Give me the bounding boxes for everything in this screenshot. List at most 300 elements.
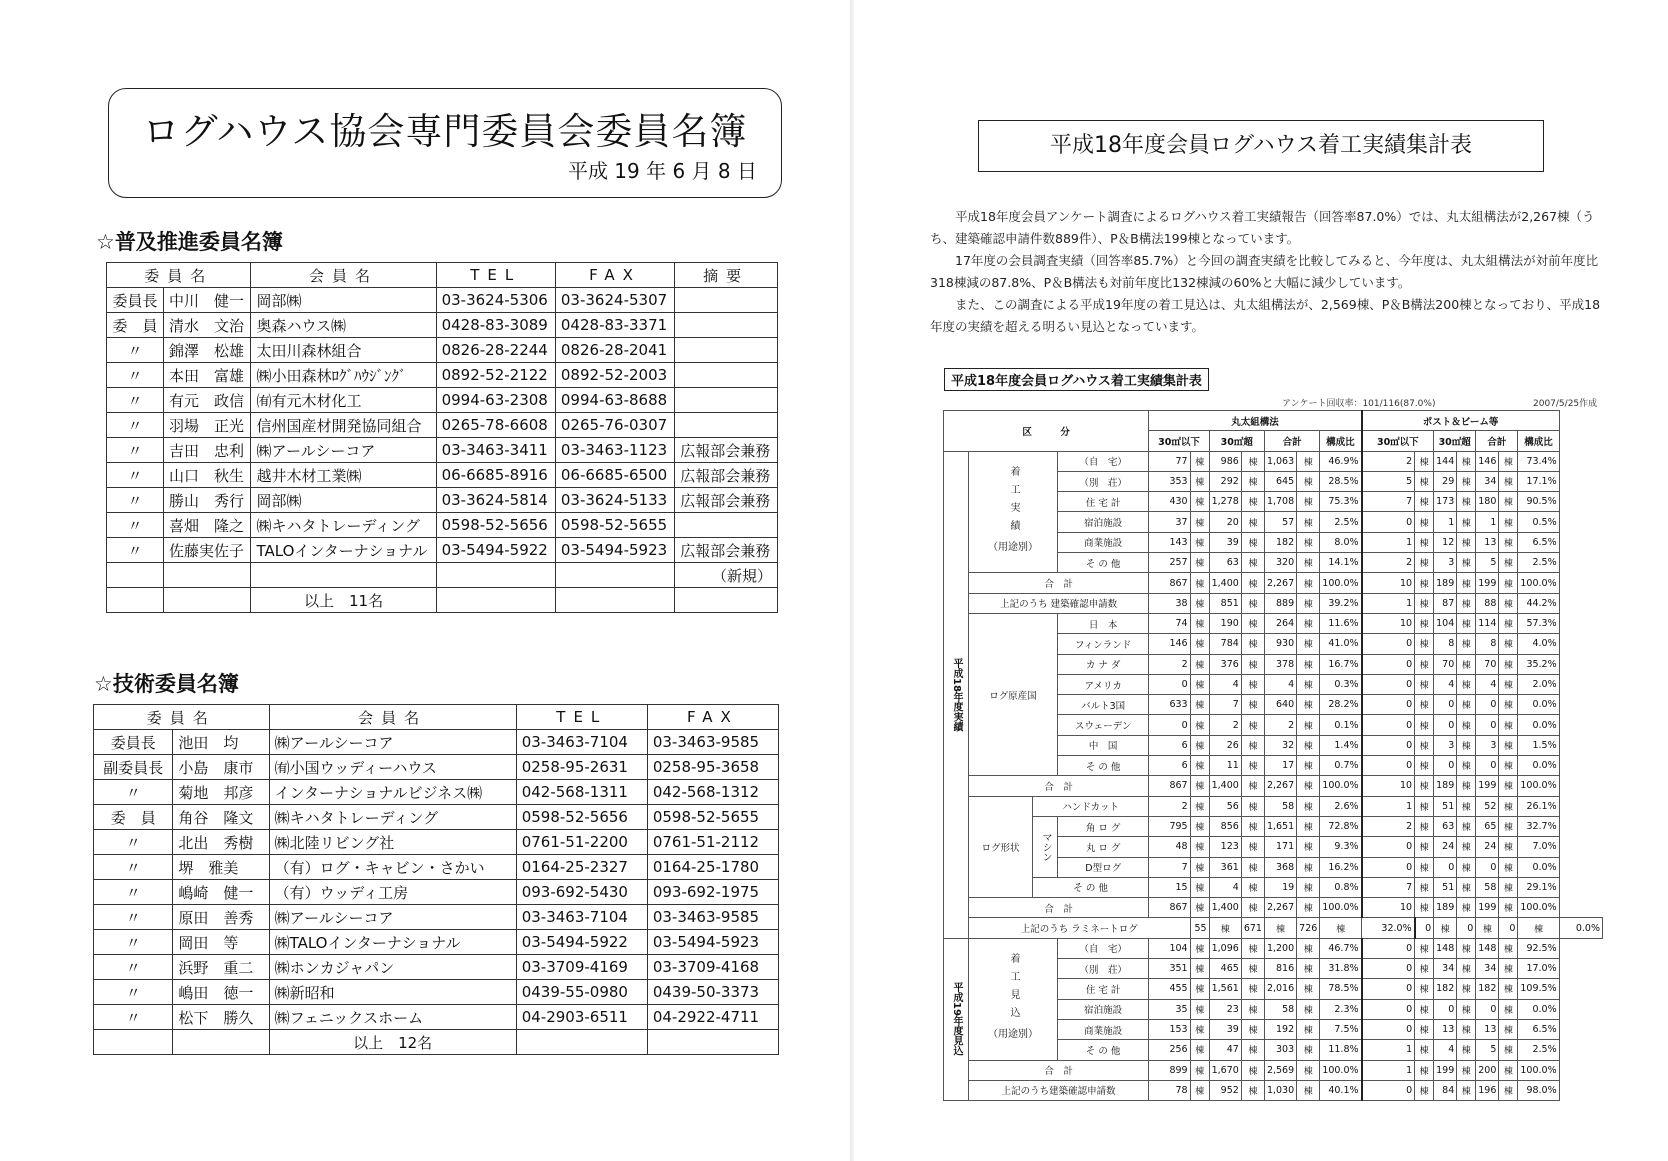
unit-cell: 棟: [1457, 654, 1476, 674]
value-cell: 264: [1264, 613, 1296, 633]
table-cell: 03-3709-4168: [647, 955, 778, 980]
value-cell: 856: [1209, 816, 1241, 836]
row-label: 上記のうち ラミネートログ: [969, 918, 1191, 938]
unit-cell: 棟: [1297, 492, 1320, 512]
value-cell: 153: [1149, 1019, 1190, 1039]
value-cell: 2,569: [1264, 1060, 1296, 1080]
value-cell: 0: [1434, 756, 1457, 776]
table-row: [107, 488, 778, 513]
row-label: 合 計: [969, 1060, 1149, 1080]
table-cell: 03-3463-9585: [647, 730, 778, 755]
unit-cell: 棟: [1241, 999, 1264, 1019]
table-cell: ㈲有元木材化工: [251, 388, 436, 413]
value-cell: 146: [1149, 634, 1190, 654]
ratio-cell: 0.0%: [1518, 857, 1559, 877]
table-cell: （有）ログ・キャビン・さかい: [269, 855, 516, 880]
unit-cell: 棟: [1457, 857, 1476, 877]
row-label: （自 宅）: [1057, 938, 1148, 958]
unit-cell: 棟: [1297, 796, 1320, 816]
value-cell: 32: [1264, 735, 1296, 755]
unit-cell: 棟: [1434, 918, 1457, 938]
table-cell: 0761-51-2200: [516, 830, 647, 855]
value-cell: 10: [1362, 898, 1415, 918]
table-cell: ㈲小国ウッディーハウス: [269, 755, 516, 780]
value-cell: 0: [1476, 857, 1499, 877]
row-label: 合 計: [969, 776, 1149, 796]
value-cell: 48: [1149, 837, 1190, 857]
unit-cell: 棟: [1457, 715, 1476, 735]
table-cell: 吉田 忠利: [163, 438, 251, 463]
unit-cell: 棟: [1241, 451, 1264, 471]
value-cell: 77: [1149, 451, 1190, 471]
value-cell: 257: [1149, 553, 1190, 573]
table-cell: 広報部会兼務: [675, 538, 778, 563]
value-cell: 12: [1434, 532, 1457, 552]
row-label: 丸 ロ グ: [1057, 837, 1148, 857]
table-cell: 〃: [94, 780, 173, 805]
col-header: FAX: [555, 263, 674, 288]
value-cell: 173: [1434, 492, 1457, 512]
value-cell: 0: [1362, 674, 1415, 694]
row-label: 宿泊施設: [1057, 999, 1148, 1019]
unit-cell: 棟: [1190, 532, 1209, 552]
table-cell: 03-5494-5923: [555, 538, 674, 563]
section-label: 平成19年度見込: [944, 938, 969, 1100]
row-label: アメリカ: [1057, 674, 1148, 694]
table-cell: 羽場 正光: [163, 413, 251, 438]
table-row: [107, 413, 778, 438]
unit-cell: 棟: [1415, 634, 1434, 654]
table-cell: 0598-52-5655: [555, 513, 674, 538]
unit-cell: 棟: [1241, 654, 1264, 674]
value-cell: 57: [1264, 512, 1296, 532]
ratio-cell: 11.8%: [1320, 1040, 1362, 1060]
unit-cell: 棟: [1297, 938, 1320, 958]
unit-cell: 棟: [1190, 877, 1209, 897]
table-cell: 0258-95-3658: [647, 755, 778, 780]
unit-cell: 棟: [1241, 979, 1264, 999]
unit-cell: 棟: [1241, 816, 1264, 836]
value-cell: 0: [1434, 999, 1457, 1019]
unit-cell: 棟: [1415, 1080, 1434, 1100]
value-cell: 1,096: [1209, 938, 1241, 958]
value-cell: 4: [1476, 674, 1499, 694]
unit-cell: 棟: [1499, 492, 1518, 512]
row-label: バルト3国: [1057, 695, 1148, 715]
value-cell: 368: [1264, 857, 1296, 877]
row-label: 住 宅 計: [1057, 979, 1148, 999]
table-row: [94, 805, 779, 830]
table-cell: 06-6685-6500: [555, 463, 674, 488]
unit-cell: 棟: [1241, 492, 1264, 512]
origin-group-label: ログ原産国: [969, 613, 1058, 775]
row-label: 合 計: [969, 898, 1149, 918]
unit-cell: 棟: [1499, 857, 1518, 877]
unit-cell: 棟: [1415, 674, 1434, 694]
ratio-cell: 6.5%: [1518, 532, 1559, 552]
table-row: [107, 563, 778, 588]
unit-cell: 棟: [1415, 816, 1434, 836]
value-cell: 1,278: [1209, 492, 1241, 512]
ratio-cell: 26.1%: [1518, 796, 1559, 816]
table-cell: ㈱新昭和: [269, 980, 516, 1005]
unit-cell: 棟: [1190, 796, 1209, 816]
ratio-cell: 32.7%: [1518, 816, 1559, 836]
col-header: 構成比: [1320, 431, 1362, 451]
unit-cell: 棟: [1190, 593, 1209, 613]
unit-cell: 棟: [1499, 695, 1518, 715]
table-row: [944, 898, 1603, 918]
unit-cell: 棟: [1457, 999, 1476, 1019]
ratio-cell: 44.2%: [1518, 593, 1559, 613]
unit-cell: 棟: [1241, 796, 1264, 816]
created-date-note: 2007/5/25作成: [1533, 399, 1598, 409]
table-row: [94, 780, 779, 805]
value-cell: 180: [1476, 492, 1499, 512]
ratio-cell: 100.0%: [1518, 573, 1559, 593]
row-label: そ の 他: [1057, 1040, 1148, 1060]
unit-cell: 棟: [1415, 553, 1434, 573]
value-cell: 986: [1209, 451, 1241, 471]
value-cell: 378: [1264, 654, 1296, 674]
row-label: （別 荘）: [1057, 471, 1148, 491]
col-header: 合計: [1476, 431, 1518, 451]
value-cell: 0: [1362, 857, 1415, 877]
unit-cell: 棟: [1241, 1040, 1264, 1060]
value-cell: 2,267: [1264, 898, 1296, 918]
ratio-cell: 2.6%: [1320, 796, 1362, 816]
ratio-cell: 17.0%: [1518, 959, 1559, 979]
table-cell: 有元 政信: [163, 388, 251, 413]
value-cell: 6: [1149, 756, 1190, 776]
value-cell: 58: [1476, 877, 1499, 897]
value-cell: 899: [1149, 1060, 1190, 1080]
unit-cell: 棟: [1241, 593, 1264, 613]
unit-cell: 棟: [1457, 979, 1476, 999]
ratio-cell: 0.1%: [1320, 715, 1362, 735]
table-cell: 堺 雅美: [173, 855, 269, 880]
ratio-cell: 72.8%: [1320, 816, 1362, 836]
value-cell: 361: [1209, 857, 1241, 877]
unit-cell: 棟: [1499, 471, 1518, 491]
table-cell: 0892-52-2003: [555, 363, 674, 388]
value-cell: 889: [1264, 593, 1296, 613]
value-cell: 39: [1209, 532, 1241, 552]
table-cell: TALOインターナショナル: [251, 538, 436, 563]
table-row: [944, 613, 1603, 633]
unit-cell: 棟: [1190, 756, 1209, 776]
chakko-label: 着工見込: [1007, 953, 1019, 1026]
value-cell: 816: [1264, 959, 1296, 979]
unit-cell: 棟: [1241, 776, 1264, 796]
total-count: 以上 12名: [269, 1030, 516, 1055]
unit-cell: 棟: [1190, 837, 1209, 857]
unit-cell: 棟: [1241, 553, 1264, 573]
value-cell: 256: [1149, 1040, 1190, 1060]
table-cell: 松下 勝久: [173, 1005, 269, 1030]
table-cell: 0994-63-2308: [436, 388, 555, 413]
value-cell: 0: [1362, 735, 1415, 755]
ratio-cell: 2.3%: [1320, 999, 1362, 1019]
row-label: 商業施設: [1057, 532, 1148, 552]
committee1-table: [106, 262, 778, 613]
unit-cell: 棟: [1190, 959, 1209, 979]
table-row: [94, 755, 779, 780]
unit-cell: 棟: [1297, 898, 1320, 918]
table-cell: 0164-25-2327: [516, 855, 647, 880]
value-cell: 34: [1434, 959, 1457, 979]
value-cell: 0: [1362, 959, 1415, 979]
row-label: 商業施設: [1057, 1019, 1148, 1039]
value-cell: 7: [1362, 877, 1415, 897]
unit-cell: 棟: [1457, 756, 1476, 776]
value-cell: 1: [1362, 796, 1415, 816]
value-cell: 7: [1209, 695, 1241, 715]
unit-cell: 棟: [1415, 1040, 1434, 1060]
unit-cell: 棟: [1499, 532, 1518, 552]
unit-cell: 棟: [1190, 1019, 1209, 1039]
value-cell: 0: [1434, 715, 1457, 735]
unit-cell: 棟: [1297, 1040, 1320, 1060]
value-cell: 0: [1362, 837, 1415, 857]
shape-group-label: ログ形状: [969, 796, 1033, 897]
table-row: [107, 388, 778, 413]
unit-cell: 棟: [1297, 634, 1320, 654]
col-header: 30㎡超: [1209, 431, 1264, 451]
ratio-cell: 6.5%: [1518, 1019, 1559, 1039]
value-cell: 0: [1476, 715, 1499, 735]
unit-cell: 棟: [1457, 816, 1476, 836]
table-cell: 〃: [94, 980, 173, 1005]
value-cell: 640: [1264, 695, 1296, 715]
table-cell: インターナショナルビジネス㈱: [269, 780, 516, 805]
ratio-cell: 75.3%: [1320, 492, 1362, 512]
table-cell: [675, 513, 778, 538]
table-cell: 0598-52-5655: [647, 805, 778, 830]
table-row: [94, 855, 779, 880]
table-cell: 〃: [94, 855, 173, 880]
ratio-cell: 0.0%: [1518, 756, 1559, 776]
table-row: [944, 451, 1603, 471]
table-cell: 太田川森林組合: [251, 338, 436, 363]
unit-cell: 棟: [1241, 857, 1264, 877]
value-cell: 13: [1476, 1019, 1499, 1039]
unit-cell: 棟: [1499, 1060, 1518, 1080]
value-cell: 0: [1362, 756, 1415, 776]
unit-cell: 棟: [1457, 532, 1476, 552]
value-cell: 0: [1362, 512, 1415, 532]
table-row: [944, 776, 1603, 796]
unit-cell: 棟: [1297, 674, 1320, 694]
table-cell: [163, 563, 251, 588]
roster-title-box: [108, 88, 782, 198]
unit-cell: 棟: [1190, 553, 1209, 573]
total-count: 以上 11名: [251, 588, 436, 613]
unit-cell: 棟: [1476, 918, 1499, 938]
table-cell: 〃: [107, 363, 164, 388]
stats-table-title: 平成18年度会員ログハウス着工実績集計表: [944, 368, 1209, 391]
ratio-cell: 0.5%: [1518, 512, 1559, 532]
value-cell: 1,063: [1264, 451, 1296, 471]
construction-stats-table: [943, 410, 1603, 1101]
unit-cell: 棟: [1457, 492, 1476, 512]
table-cell: [555, 563, 674, 588]
unit-cell: 棟: [1499, 979, 1518, 999]
table-cell: 本田 富雄: [163, 363, 251, 388]
unit-cell: 棟: [1499, 735, 1518, 755]
table-header-row: [107, 263, 778, 288]
value-cell: 39: [1209, 1019, 1241, 1039]
table-cell: 〃: [107, 413, 164, 438]
unit-cell: 棟: [1457, 573, 1476, 593]
value-cell: 19: [1264, 877, 1296, 897]
unit-cell: 棟: [1209, 918, 1241, 938]
value-cell: 645: [1264, 471, 1296, 491]
table-cell: 0428-83-3089: [436, 313, 555, 338]
value-cell: 867: [1149, 898, 1190, 918]
table-cell: 越井木材工業㈱: [251, 463, 436, 488]
unit-cell: 棟: [1297, 1060, 1320, 1080]
unit-cell: 棟: [1457, 451, 1476, 471]
value-cell: 0: [1415, 918, 1434, 938]
table-row: [107, 288, 778, 313]
value-cell: 13: [1476, 532, 1499, 552]
value-cell: 63: [1434, 816, 1457, 836]
unit-cell: 棟: [1415, 776, 1434, 796]
ratio-cell: 31.8%: [1320, 959, 1362, 979]
unit-cell: 棟: [1241, 735, 1264, 755]
unit-cell: 棟: [1190, 613, 1209, 633]
ratio-cell: 8.0%: [1320, 532, 1362, 552]
value-cell: 35: [1149, 999, 1190, 1019]
table-row: [107, 313, 778, 338]
kubun-header: 区 分: [944, 411, 1149, 452]
table-cell: 093-692-1975: [647, 880, 778, 905]
table-cell: 錦澤 松雄: [163, 338, 251, 363]
value-cell: 1: [1362, 593, 1415, 613]
table-cell: 03-3463-7104: [516, 730, 647, 755]
table-row: [944, 1060, 1603, 1080]
table-cell: ㈱アールシーコア: [269, 905, 516, 930]
value-cell: 114: [1476, 613, 1499, 633]
unit-cell: 棟: [1415, 492, 1434, 512]
col-header: 合計: [1264, 431, 1319, 451]
section-label: 平成18年度実績: [944, 451, 969, 938]
row-label: スウェーデン: [1057, 715, 1148, 735]
ratio-cell: 98.0%: [1518, 1080, 1559, 1100]
value-cell: 465: [1209, 959, 1241, 979]
ratio-cell: 0.7%: [1320, 756, 1362, 776]
value-cell: 182: [1434, 979, 1457, 999]
value-cell: 851: [1209, 593, 1241, 613]
value-cell: 1,670: [1209, 1060, 1241, 1080]
table-cell: ㈱キハタトレーディング: [251, 513, 436, 538]
value-cell: 199: [1434, 1060, 1457, 1080]
ratio-cell: 16.2%: [1320, 857, 1362, 877]
unit-cell: 棟: [1457, 613, 1476, 633]
unit-cell: 棟: [1415, 593, 1434, 613]
unit-cell: 棟: [1297, 1019, 1320, 1039]
table-cell: [675, 363, 778, 388]
stats-title: 平成18年度会員ログハウス着工実績集計表: [978, 120, 1544, 172]
summary-text: [930, 206, 1602, 338]
value-cell: 0: [1476, 756, 1499, 776]
table-cell: ㈱フェニックスホーム: [269, 1005, 516, 1030]
value-cell: 182: [1476, 979, 1499, 999]
table-row: [94, 955, 779, 980]
table-cell: 〃: [107, 338, 164, 363]
table-row: [944, 1080, 1603, 1100]
value-cell: 1,200: [1264, 938, 1296, 958]
table-row: [107, 438, 778, 463]
table-cell: 勝山 秀行: [163, 488, 251, 513]
value-cell: 20: [1209, 512, 1241, 532]
ratio-cell: 100.0%: [1320, 776, 1362, 796]
unit-cell: 棟: [1415, 715, 1434, 735]
unit-cell: 棟: [1457, 796, 1476, 816]
value-cell: 376: [1209, 654, 1241, 674]
unit-cell: 棟: [1241, 1019, 1264, 1039]
unit-cell: 棟: [1415, 613, 1434, 633]
table-cell: 〃: [107, 488, 164, 513]
value-cell: 51: [1434, 877, 1457, 897]
value-cell: 5: [1476, 553, 1499, 573]
value-cell: 192: [1264, 1019, 1296, 1039]
value-cell: 144: [1434, 451, 1457, 471]
unit-cell: 棟: [1499, 613, 1518, 633]
value-cell: 37: [1149, 512, 1190, 532]
table-cell: 〃: [107, 388, 164, 413]
value-cell: 3: [1434, 553, 1457, 573]
value-cell: 1,708: [1264, 492, 1296, 512]
unit-cell: 棟: [1241, 695, 1264, 715]
unit-cell: 棟: [1241, 877, 1264, 897]
value-cell: 0: [1362, 938, 1415, 958]
value-cell: 2: [1362, 451, 1415, 471]
value-cell: 0: [1362, 695, 1415, 715]
table-row: [944, 593, 1603, 613]
unit-cell: 棟: [1190, 776, 1209, 796]
response-rate-note: アンケート回収率：101/116(87.0%): [1282, 399, 1436, 409]
unit-cell: 棟: [1297, 959, 1320, 979]
ratio-cell: 32.0%: [1362, 918, 1415, 938]
table-cell: 04-2903-6511: [516, 1005, 647, 1030]
value-cell: 3: [1434, 735, 1457, 755]
ratio-cell: 14.1%: [1320, 553, 1362, 573]
committee2-heading: ☆技術委員名簿: [94, 672, 239, 696]
unit-cell: 棟: [1499, 999, 1518, 1019]
value-cell: 5: [1362, 471, 1415, 491]
table-cell: 03-3624-5814: [436, 488, 555, 513]
value-cell: 633: [1149, 695, 1190, 715]
value-cell: 1,561: [1209, 979, 1241, 999]
ratio-cell: 0.0%: [1518, 999, 1559, 1019]
value-cell: 3: [1476, 735, 1499, 755]
row-label: （自 宅）: [1057, 451, 1148, 471]
value-cell: 2: [1149, 796, 1190, 816]
value-cell: 4: [1209, 674, 1241, 694]
row-label: 合 計: [969, 573, 1149, 593]
table-cell: [675, 413, 778, 438]
value-cell: 0: [1362, 999, 1415, 1019]
value-cell: 0: [1362, 654, 1415, 674]
page-fold: [850, 0, 854, 1161]
value-cell: 1,030: [1264, 1080, 1296, 1100]
value-cell: 148: [1476, 938, 1499, 958]
value-cell: 1: [1434, 512, 1457, 532]
table-cell: 0598-52-5656: [516, 805, 647, 830]
unit-cell: 棟: [1297, 837, 1320, 857]
